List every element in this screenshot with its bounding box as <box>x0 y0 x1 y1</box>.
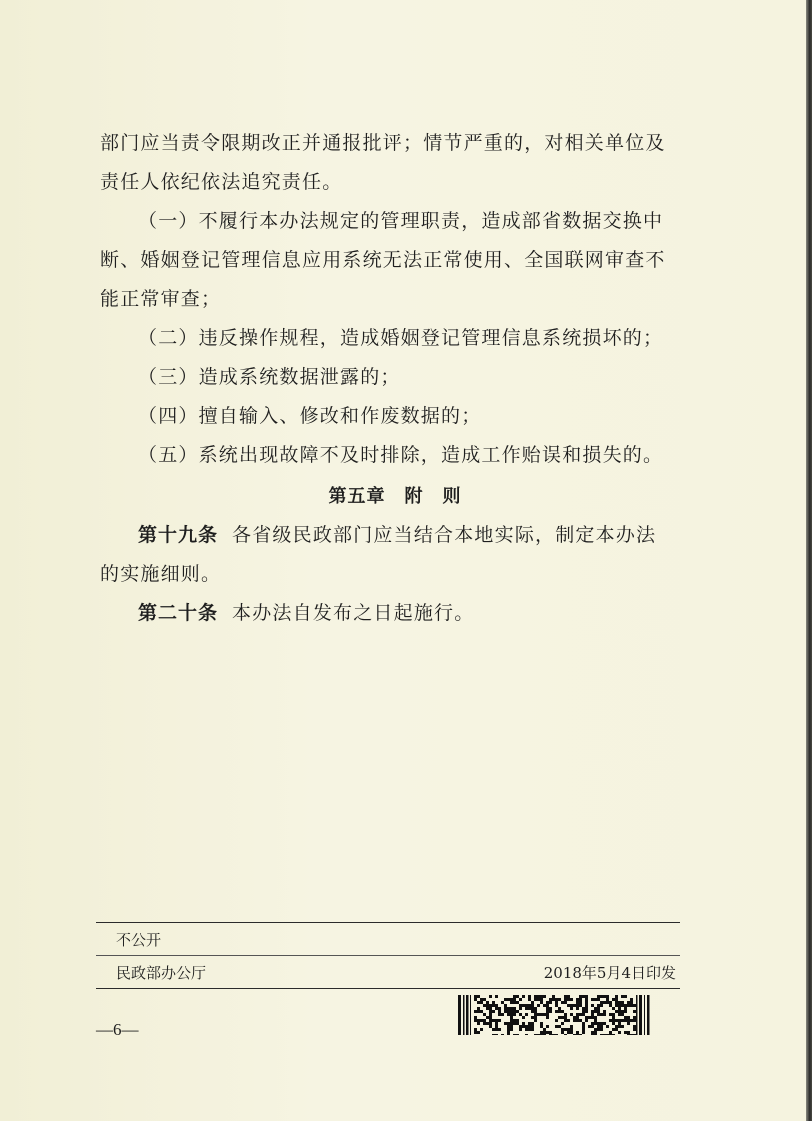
item-5: （五）系统出现故障不及时排除，造成工作贻误和损失的。 <box>138 444 664 466</box>
item-2: （二）违反操作规程，造成婚姻登记管理信息系统损坏的； <box>138 327 664 349</box>
print-date: 2018年5月4日印发 <box>543 963 676 982</box>
article-19-label: 第十九条 <box>138 524 219 546</box>
body-line: 责任人依纪依法追究责任。 <box>100 171 343 193</box>
classification-label: 不公开 <box>116 930 162 949</box>
barcode-image <box>458 995 650 1035</box>
footer-rule-bottom <box>96 988 680 989</box>
article-20 <box>100 594 690 633</box>
article-19 <box>100 516 690 555</box>
item-3: （三）造成系统数据泄露的； <box>138 366 401 388</box>
item-4: （四）擅自输入、修改和作废数据的； <box>138 405 482 427</box>
item-1-line: 能正常审查； <box>100 288 222 310</box>
article-20-label: 第二十条 <box>138 602 219 624</box>
article-19-text: 各省级民政部门应当结合本地实际，制定本办法 <box>232 524 657 546</box>
body-line: 部门应当责令限期改正并通报批评；情节严重的，对相关单位及 <box>100 132 666 154</box>
issuer-name: 民政部办公厅 <box>116 963 207 982</box>
article-20-text: 本办法自发布之日起施行。 <box>232 602 475 624</box>
article-19-continuation: 的实施细则。 <box>100 563 222 585</box>
item-1-line: （一）不履行本办法规定的管理职责，造成部省数据交换中 <box>138 210 664 232</box>
document-body <box>100 124 690 633</box>
document-footer <box>96 922 680 989</box>
scan-edge <box>806 0 812 1121</box>
chapter-title: 第五章 附 则 <box>328 486 462 507</box>
footer-classification-row <box>96 923 680 955</box>
item-1-line: 断、婚姻登记管理信息应用系统无法正常使用、全国联网审查不 <box>100 249 666 271</box>
page-number: —6— <box>96 1020 139 1039</box>
footer-issuer-row <box>96 956 680 988</box>
